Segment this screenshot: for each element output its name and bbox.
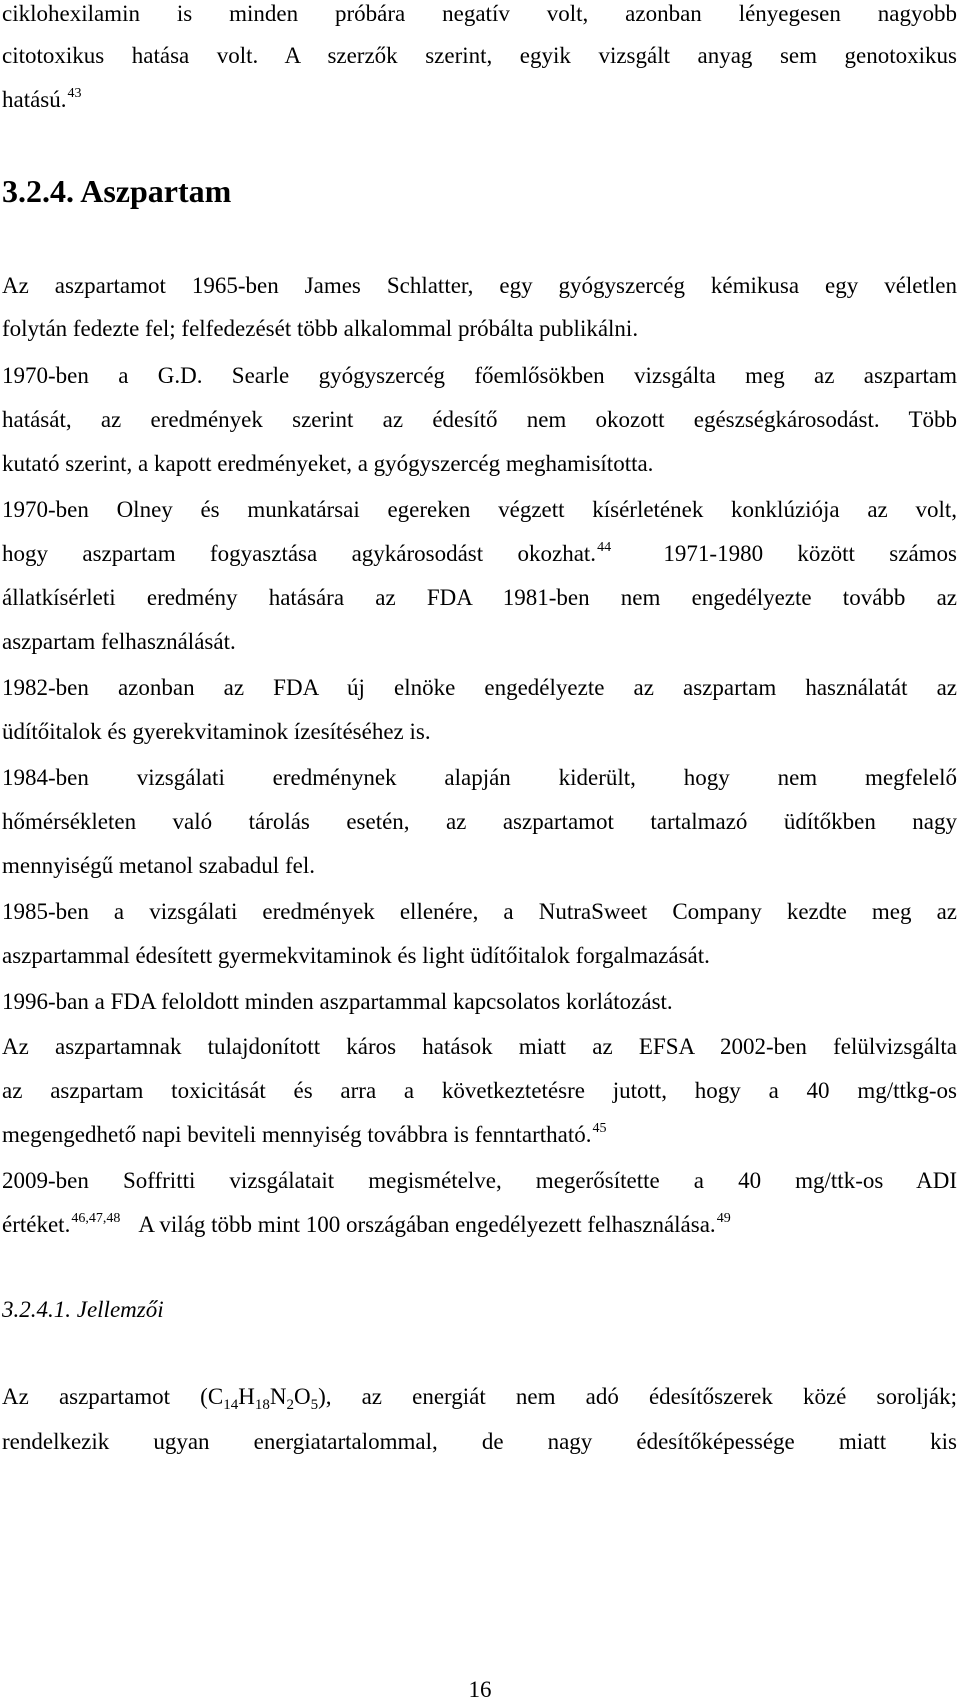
line-text: 1971-1980 között számos <box>663 541 957 566</box>
line-text: hogy aszpartam fogyasztása agykárosodást okozhat. <box>2 541 597 566</box>
footnote-ref: 45 <box>592 1121 607 1136</box>
subscript: 18 <box>254 1397 270 1413</box>
body-line <box>2 1121 957 1149</box>
body-line: az aszpartam toxicitását és arra a következtetésre jutott, hogy a 40 mg/ttkg-os <box>2 1078 957 1103</box>
subscript: 2 <box>286 1397 294 1413</box>
body-line <box>2 86 957 114</box>
line-text: ), az energiát nem adó édesítőszerek közé sorolják; <box>318 1384 957 1409</box>
line-text: értéket. <box>2 1212 71 1237</box>
body-line: üdítőitalok és gyerekvitaminok ízesítéséhez is. <box>2 719 431 744</box>
body-line: kutató szerint, a kapott eredményeket, a gyógyszercég meghamisította. <box>2 451 654 476</box>
body-line: folytán fedezte fel; felfedezését több alkalommal próbálta publikálni. <box>2 316 639 341</box>
body-line: Az aszpartamnak tulajdonított káros hatások miatt az EFSA 2002-ben felülvizsgálta <box>2 1034 957 1059</box>
subscript: 5 <box>310 1397 319 1413</box>
section-heading: 3.2.4. Aszpartam <box>2 173 232 209</box>
line-text: H <box>238 1384 255 1409</box>
line-text: hatású. <box>2 87 67 112</box>
line-text: Az aszpartamot (C <box>2 1384 224 1409</box>
footnote-ref: 49 <box>716 1211 731 1226</box>
body-line: 1982-ben azonban az FDA új elnöke engedélyezte az aszpartam használatát az <box>2 675 957 700</box>
body-line: citotoxikus hatása volt. A szerzők szerint, egyik vizsgált anyag sem genotoxikus <box>2 43 957 68</box>
footnote-ref: 46,47,48 <box>71 1211 121 1226</box>
body-line: 1984-ben vizsgálati eredménynek alapján kiderült, hogy nem megfelelő <box>2 765 957 790</box>
body-line: ciklohexilamin is minden próbára negatív volt, azonban lényegesen nagyobb <box>2 1 957 26</box>
page-number: 16 <box>468 1677 492 1702</box>
line-text: O <box>293 1384 311 1409</box>
line-text: N <box>269 1384 287 1409</box>
body-line: 1970-ben a G.D. Searle gyógyszercég főemlősökben vizsgálta meg az aszpartam <box>2 363 957 388</box>
body-line <box>2 540 957 568</box>
body-line: Az aszpartamot 1965-ben James Schlatter, egy gyógyszercég kémikusa egy véletlen <box>2 273 957 298</box>
body-line: hőmérsékleten való tárolás esetén, az aszpartamot tartalmazó üdítőkben nagy <box>2 809 957 834</box>
body-line: rendelkezik ugyan energiatartalommal, de nagy édesítőképessége miatt kis <box>2 1429 957 1454</box>
footnote-ref: 44 <box>597 540 612 555</box>
body-line: hatását, az eredmények szerint az édesítő nem okozott egészségkárosodást. Több <box>2 407 957 432</box>
body-line: aszpartam felhasználását. <box>2 629 236 654</box>
body-line <box>2 1383 957 1414</box>
body-line: 1996-ban a FDA feloldott minden aszpartammal kapcsolatos korlátozást. <box>2 989 673 1014</box>
subsection-heading: 3.2.4.1. Jellemzői <box>2 1297 164 1322</box>
subscript: 14 <box>223 1397 239 1413</box>
body-line: 1985-ben a vizsgálati eredmények ellenére, a NutraSweet Company kezdte meg az <box>2 899 957 924</box>
body-line: mennyiségű metanol szabadul fel. <box>2 853 315 878</box>
body-line <box>2 1211 957 1239</box>
body-line: aszpartammal édesített gyermekvitaminok és light üdítőitalok forgalmazását. <box>2 943 710 968</box>
line-text: megengedhető napi beviteli mennyiség továbbra is fenntartható. <box>2 1122 592 1147</box>
line-text: A világ több mint 100 országában engedélyezett felhasználása. <box>138 1212 716 1237</box>
body-line: 2009-ben Soffritti vizsgálatait megismételve, megerősítette a 40 mg/ttk-os ADI <box>2 1168 957 1193</box>
footnote-ref: 43 <box>67 86 82 101</box>
body-line: állatkísérleti eredmény hatására az FDA 1981-ben nem engedélyezte tovább az <box>2 585 957 610</box>
body-line: 1970-ben Olney és munkatársai egereken végzett kísérletének konklúziója az volt, <box>2 497 957 522</box>
